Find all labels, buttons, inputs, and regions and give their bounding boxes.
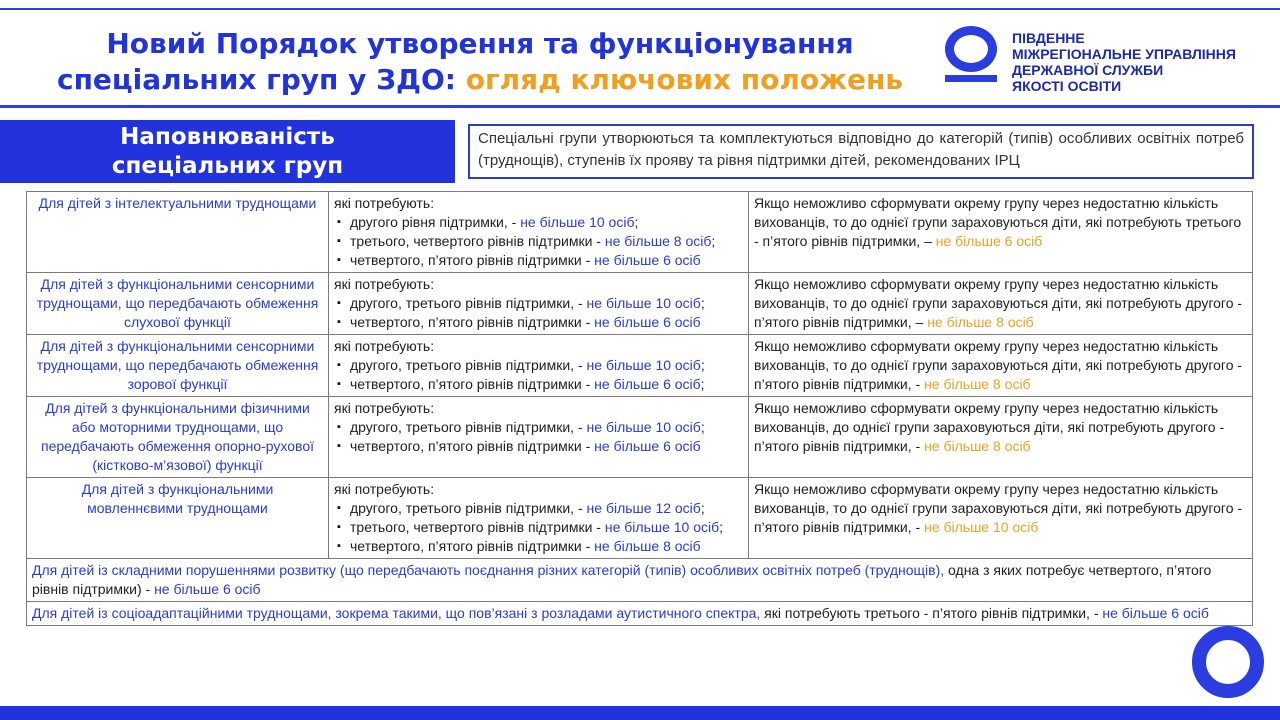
needs-label: які потребують:	[334, 338, 435, 354]
needs-item	[334, 213, 743, 232]
needs-text: четвертого, п’ятого рівнів підтримки -	[350, 376, 595, 392]
needs-item	[334, 499, 743, 518]
needs-suffix: ;	[719, 519, 724, 535]
intro-text: Спеціальні групи утворюються та комплектуються відповідно до категорій (типів) особливих освітніх потреб (труднощів), ступенів їх прояву та рівня підтримки дітей, рекомендованих ІРЦ	[468, 124, 1254, 179]
needs-suffix: ;	[634, 214, 639, 230]
needs-limit: не більше 6 осіб	[594, 438, 701, 454]
needs-limit: не більше 6 осіб	[594, 376, 701, 392]
needs-item	[334, 356, 743, 375]
category-cell: Для дітей з функціональними мовленнєвими труднощами	[27, 478, 329, 559]
section-title-line2: спеціальних груп	[111, 153, 344, 179]
needs-limit: не більше 8 осіб	[594, 538, 701, 554]
note-limit: не більше 8 осіб	[927, 314, 1034, 330]
table-row-full	[27, 559, 1253, 602]
org-line: ПІВДЕННЕ	[1012, 30, 1085, 46]
needs-label: які потребують:	[334, 276, 435, 292]
needs-label: які потребують:	[334, 195, 435, 211]
needs-item	[334, 518, 743, 537]
top-divider	[0, 8, 1280, 10]
needs-suffix: ;	[700, 295, 705, 311]
full-row-text: одна з яких потребує четвертого, п’ятого рівнів підтримки) -	[32, 562, 1212, 597]
needs-limit: не більше 6 осіб	[594, 252, 701, 268]
full-row-text: які потребують третього - п’ятого рівнів підтримки, -	[760, 605, 1103, 621]
needs-item	[334, 418, 743, 437]
needs-label: які потребують:	[334, 400, 435, 416]
note-limit: не більше 8 осіб	[924, 438, 1031, 454]
needs-cell	[329, 273, 749, 335]
note-text: Якщо неможливо сформувати окрему групу через недостатню кількість вихованців, то до однієї групи зараховуються діти, які потребують другого - п’ятого рівнів підтримки, -	[754, 481, 1243, 535]
bottom-bar	[0, 706, 1280, 720]
needs-suffix: ;	[711, 233, 716, 249]
needs-text: четвертого, п’ятого рівнів підтримки -	[350, 438, 595, 454]
needs-list	[334, 356, 743, 394]
note-text: Якщо неможливо сформувати окрему групу через недостатню кількість вихованців, до однієї групи зараховуються діти, які потребують другого - п’ятого рівнів підтримки, -	[754, 400, 1225, 454]
needs-item	[334, 537, 743, 556]
organization-name	[1012, 30, 1272, 94]
needs-suffix: ;	[700, 357, 705, 373]
needs-item	[334, 232, 743, 251]
needs-suffix: ;	[700, 419, 705, 435]
org-line: ДЕРЖАВНОЇ СЛУЖБИ	[1012, 62, 1164, 78]
needs-text: четвертого, п’ятого рівнів підтримки -	[350, 538, 595, 554]
needs-label: які потребують:	[334, 481, 435, 497]
org-line: МІЖРЕГІОНАЛЬНЕ УПРАВЛІННЯ	[1012, 46, 1236, 62]
full-row-limit: не більше 6 осіб	[1102, 605, 1209, 621]
section-title	[0, 120, 455, 183]
needs-item	[334, 313, 743, 332]
needs-limit: не більше 6 осіб	[594, 314, 701, 330]
table-row	[27, 335, 1253, 397]
note-cell	[749, 397, 1253, 478]
needs-cell	[329, 335, 749, 397]
needs-cell	[329, 397, 749, 478]
needs-cell	[329, 192, 749, 273]
needs-text: другого рівня підтримки, -	[350, 214, 521, 230]
needs-text: другого, третього рівнів підтримки, -	[350, 295, 587, 311]
needs-suffix: ;	[700, 500, 705, 516]
needs-text: четвертого, п’ятого рівнів підтримки -	[350, 314, 595, 330]
full-row-cell	[27, 602, 1253, 626]
needs-item	[334, 375, 743, 394]
category-cell: Для дітей з функціональними сенсорними труднощами, що передбачають обмеження зорової функції	[27, 335, 329, 397]
needs-limit: не більше 10 осіб	[604, 519, 720, 535]
category-cell: Для дітей з функціональними фізичними або моторними труднощами, що передбачають обмеження опорно-рухової (кістково-м’язової) функції	[27, 397, 329, 478]
note-cell	[749, 273, 1253, 335]
note-limit: не більше 6 осіб	[935, 233, 1043, 249]
section-title-line1: Наповнюваність	[120, 124, 335, 150]
needs-list	[334, 294, 743, 332]
needs-item	[334, 437, 743, 456]
table-row	[27, 192, 1253, 273]
needs-cell	[329, 478, 749, 559]
ring-logo-icon	[945, 26, 997, 78]
needs-text: четвертого, п’ятого рівнів підтримки -	[350, 252, 595, 268]
full-row-category: Для дітей із соціоадаптаційними труднощами, зокрема такими, що пов’язані з розладами аутистичного спектра,	[32, 605, 761, 621]
needs-text: третього, четвертого рівнів підтримки -	[350, 519, 605, 535]
full-row-limit: не більше 6 осіб	[154, 581, 261, 597]
full-row-cell	[27, 559, 1253, 602]
title-line1: Новий Порядок утворення та функціонування	[106, 27, 854, 60]
needs-item	[334, 294, 743, 313]
table-row	[27, 273, 1253, 335]
needs-limit: не більше 10 осіб	[520, 214, 635, 230]
full-row-category: Для дітей із складними порушеннями розвитку (що передбачають поєднання різних категорій (типів) особливих освітніх потреб (труднощів),	[32, 562, 945, 578]
category-cell: Для дітей з функціональними сенсорними труднощами, що передбачають обмеження слухової функції	[27, 273, 329, 335]
header-divider	[0, 105, 1280, 108]
note-text: Якщо неможливо сформувати окрему групу через недостатню кількість вихованців, то до однієї групи зараховуються діти, які потребують третього - п’ятого рівнів підтримки, –	[754, 195, 1242, 249]
needs-text: другого, третього рівнів підтримки, -	[350, 500, 587, 516]
needs-limit: не більше 12 осіб	[586, 500, 701, 516]
page-title	[40, 26, 920, 98]
note-limit: не більше 10 осіб	[924, 519, 1039, 535]
needs-suffix: ;	[700, 376, 705, 392]
needs-limit: не більше 8 осіб	[604, 233, 712, 249]
needs-list	[334, 499, 743, 556]
note-cell	[749, 478, 1253, 559]
note-limit: не більше 8 осіб	[924, 376, 1031, 392]
category-cell: Для дітей з інтелектуальними труднощами	[27, 192, 329, 273]
needs-list	[334, 213, 743, 270]
note-text: Якщо неможливо сформувати окрему групу через недостатню кількість вихованців, то до однієї групи зараховуються діти, які потребують другого - п’ятого рівнів підтримки, –	[754, 276, 1243, 330]
table-row-full	[27, 602, 1253, 626]
needs-text: другого, третього рівнів підтримки, -	[350, 419, 587, 435]
table-row	[27, 478, 1253, 559]
group-capacity-table	[26, 191, 1253, 626]
org-line: ЯКОСТІ ОСВІТИ	[1012, 78, 1122, 94]
note-cell	[749, 192, 1253, 273]
needs-item	[334, 251, 743, 270]
table-row	[27, 397, 1253, 478]
needs-text: третього, четвертого рівнів підтримки -	[350, 233, 605, 249]
circle-decoration-icon	[1192, 626, 1264, 698]
note-cell	[749, 335, 1253, 397]
title-accent: огляд ключових положень	[465, 63, 904, 96]
title-line2: спеціальних груп у ЗДО:	[56, 63, 456, 96]
needs-text: другого, третього рівнів підтримки, -	[350, 357, 587, 373]
needs-limit: не більше 10 осіб	[586, 357, 701, 373]
needs-list	[334, 418, 743, 456]
needs-limit: не більше 10 осіб	[586, 419, 701, 435]
needs-limit: не більше 10 осіб	[586, 295, 701, 311]
note-text: Якщо неможливо сформувати окрему групу через недостатню кількість вихованців, то до однієї групи зараховуються діти, які потребують другого - п’ятого рівнів підтримки, -	[754, 338, 1243, 392]
